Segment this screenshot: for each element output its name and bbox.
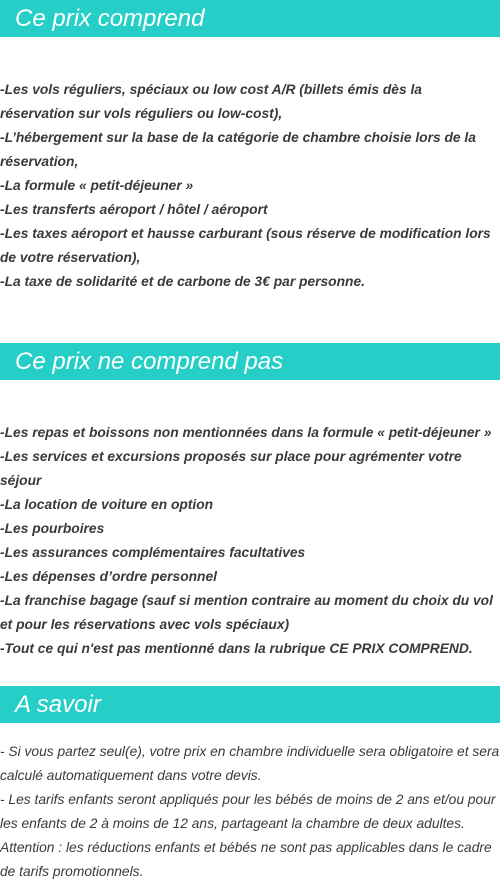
info-paragraph: Attention : les réductions enfants et bébés ne sont pas applicables dans le cadre de tarifs promotionnels. <box>0 840 492 879</box>
list-item: -L’hébergement sur la base de la catégorie de chambre choisie lors de la réservation, <box>0 130 476 169</box>
list-item: -La taxe de solidarité et de carbone de 3€ par personne. <box>0 274 365 289</box>
list-item: -Les dépenses d’ordre personnel <box>0 569 217 584</box>
list-item: -Les repas et boissons non mentionnées dans la formule « petit-déjeuner » <box>0 425 492 440</box>
info-text <box>0 740 500 884</box>
excludes-list <box>0 421 500 661</box>
list-item: -Les assurances complémentaires facultatives <box>0 545 306 560</box>
info-paragraph: - Si vous partez seul(e), votre prix en chambre individuelle sera obligatoire et sera calculé automatiquement dans votre devis. <box>0 744 500 783</box>
list-item: -Tout ce qui n'est pas mentionné dans la rubrique CE PRIX COMPREND. <box>0 641 473 656</box>
section-title-excludes: Ce prix ne comprend pas <box>0 343 500 380</box>
list-item: -La location de voiture en option <box>0 497 214 512</box>
list-item: -Les vols réguliers, spéciaux ou low cost A/R (billets émis dès la réservation sur vols réguliers ou low-cost), <box>0 82 422 121</box>
list-item: -Les taxes aéroport et hausse carburant (sous réserve de modification lors de votre réservation), <box>0 226 491 265</box>
list-item: -La franchise bagage (sauf si mention contraire au moment du choix du vol et pour les réservations avec vols spéciaux) <box>0 593 493 632</box>
list-item: -Les transferts aéroport / hôtel / aéroport <box>0 202 268 217</box>
list-item: -La formule « petit-déjeuner » <box>0 178 194 193</box>
list-item: -Les services et excursions proposés sur place pour agrémenter votre séjour <box>0 449 462 488</box>
section-title-includes: Ce prix comprend <box>0 0 500 37</box>
info-paragraph: - Les tarifs enfants seront appliqués pour les bébés de moins de 2 ans et/ou pour les enfants de 2 à moins de 12 ans, partageant la chambre de deux adultes. <box>0 792 496 831</box>
section-title-info: A savoir <box>0 686 500 723</box>
list-item: -Les pourboires <box>0 521 105 536</box>
includes-list <box>0 78 500 294</box>
